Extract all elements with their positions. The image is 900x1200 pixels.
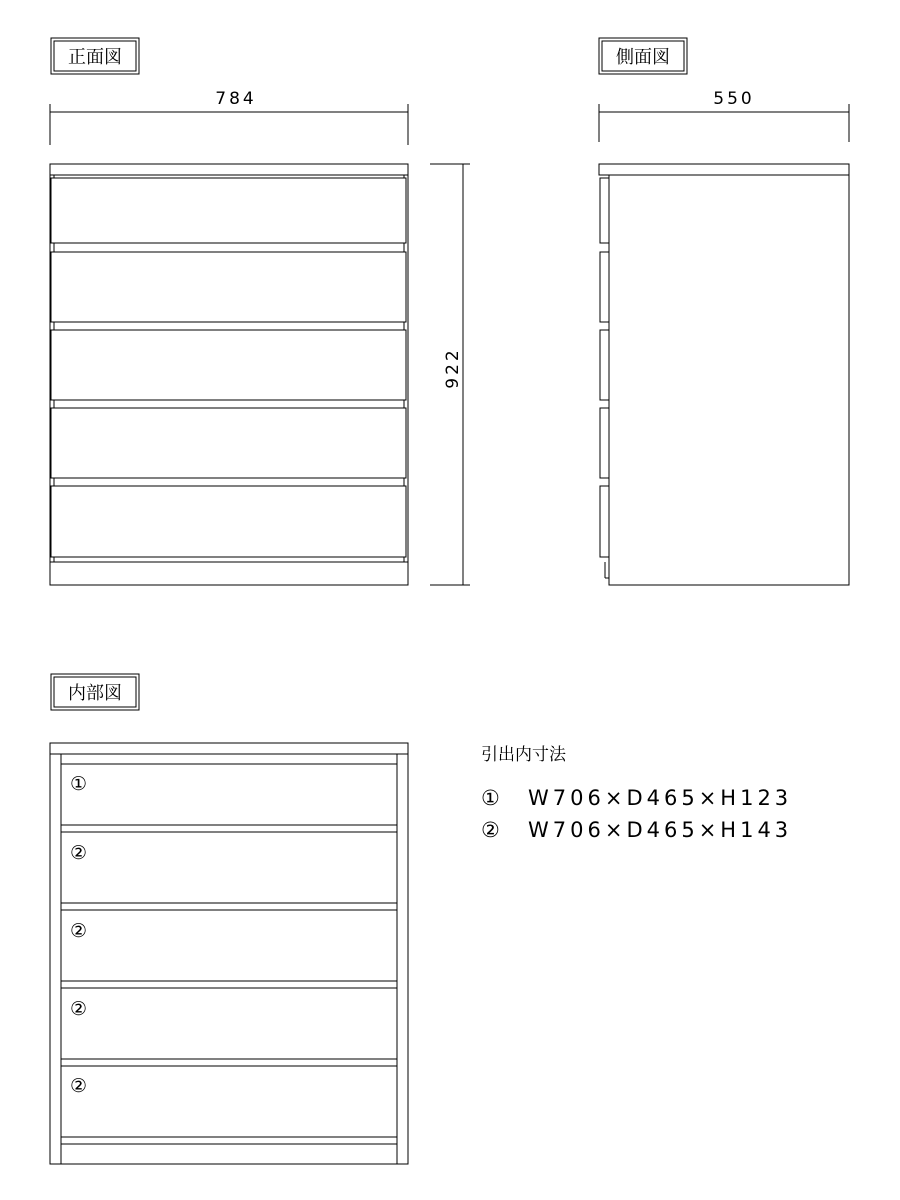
front-drawer bbox=[51, 408, 406, 478]
side-body bbox=[609, 175, 849, 585]
interior-drawer-1 bbox=[61, 764, 397, 832]
interior-left-panel bbox=[50, 754, 61, 1164]
interior-drawer-3 bbox=[61, 910, 397, 988]
interior-drawer-label: ① bbox=[70, 773, 88, 795]
interior-drawer-5 bbox=[61, 1066, 397, 1137]
side-drawer-front bbox=[600, 252, 609, 322]
interior-drawer-label: ② bbox=[70, 998, 88, 1020]
drawer-spec-mark: ① bbox=[481, 786, 504, 810]
front-top-board bbox=[50, 164, 408, 175]
drawer-spec-text: W706×D465×H143 bbox=[528, 818, 793, 842]
interior-view-title-box bbox=[51, 674, 139, 710]
front-view bbox=[50, 38, 470, 585]
height-value: 922 bbox=[443, 347, 463, 389]
width-dimension bbox=[50, 89, 408, 145]
interior-drawer-label: ② bbox=[70, 1075, 88, 1097]
interior-drawer-2 bbox=[61, 832, 397, 910]
side-view bbox=[599, 38, 849, 585]
interior-right-panel bbox=[397, 754, 408, 1164]
front-base bbox=[50, 562, 408, 585]
front-drawer bbox=[51, 252, 406, 322]
side-drawer-front bbox=[600, 486, 609, 557]
interior-view-title: 内部図 bbox=[68, 683, 122, 704]
width-value: 784 bbox=[215, 89, 257, 109]
interior-drawer-4 bbox=[61, 988, 397, 1066]
front-drawer bbox=[51, 330, 406, 400]
side-view-title-box bbox=[599, 38, 687, 74]
drawer-spec bbox=[481, 745, 792, 842]
front-drawer bbox=[51, 486, 406, 557]
interior-view bbox=[50, 674, 792, 1164]
drawer-spec-mark: ② bbox=[481, 818, 504, 842]
side-drawer-front bbox=[600, 178, 609, 243]
drawer-spec-text: W706×D465×H123 bbox=[528, 786, 793, 810]
side-drawer-front bbox=[600, 408, 609, 478]
depth-dimension bbox=[599, 89, 849, 142]
side-drawer-front bbox=[600, 330, 609, 400]
interior-drawer-label: ② bbox=[70, 842, 88, 864]
front-view-title-box bbox=[51, 38, 139, 74]
front-drawer bbox=[51, 178, 406, 243]
side-view-title: 側面図 bbox=[616, 47, 670, 68]
interior-top-board bbox=[50, 743, 408, 754]
side-top-board bbox=[599, 164, 849, 175]
depth-value: 550 bbox=[713, 89, 755, 109]
drawer-spec-title: 引出内寸法 bbox=[481, 745, 566, 765]
front-view-title: 正面図 bbox=[68, 47, 122, 68]
height-dimension bbox=[430, 164, 470, 585]
interior-drawer-label: ② bbox=[70, 920, 88, 942]
